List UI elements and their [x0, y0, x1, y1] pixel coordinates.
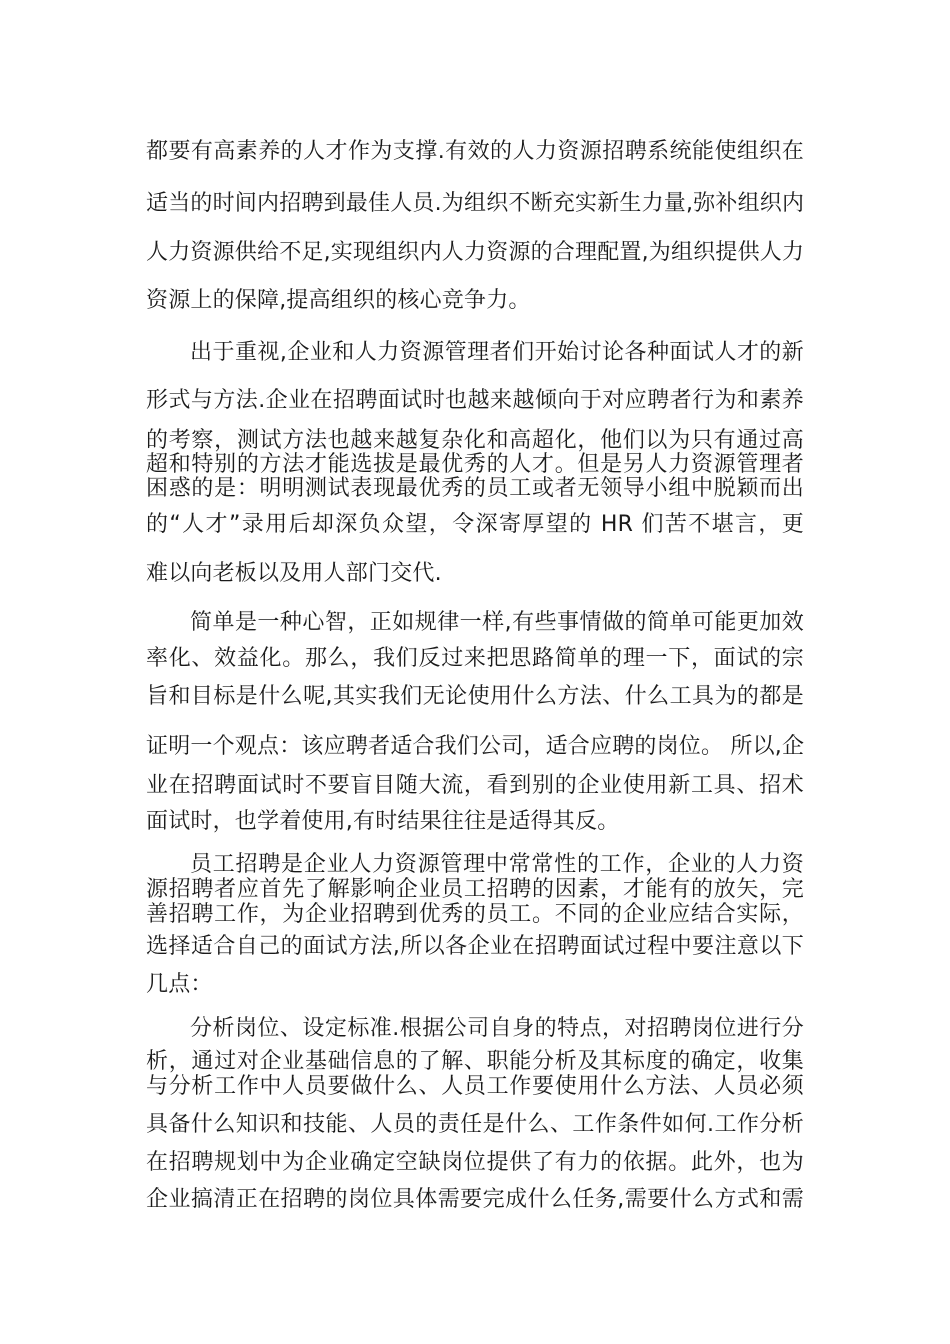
paragraph-first-line: 分析岗位、设定标准.根据公司自身的特点，对招聘岗位进行分 — [190, 1016, 804, 1041]
text-line: 人力资源供给不足,实现组织内人力资源的合理配置,为组织提供人力 — [146, 240, 805, 265]
text-line: 适当的时间内招聘到最佳人员.为组织不断充实新生力量,弥补组织内 — [146, 191, 805, 216]
text-line: 源招聘者应首先了解影响企业员工招聘的因素，才能有的放矢，完 — [146, 877, 804, 902]
text-line: 率化、效益化。那么，我们反过来把思路简单的理一下，面试的宗 — [146, 646, 804, 671]
text-line: 形式与方法.企业在招聘面试时也越来越倾向于对应聘者行为和素养 — [146, 388, 804, 413]
text-line: 具备什么知识和技能、人员的责任是什么、工作条件如何.工作分析 — [146, 1112, 804, 1137]
text-line: 析，通过对企业基础信息的了解、职能分析及其标度的确定，收集 — [146, 1049, 804, 1074]
paragraph-first-line: 出于重视,企业和人力资源管理者们开始讨论各种面试人才的新 — [190, 340, 804, 365]
text-line: 企业搞清正在招聘的岗位具体需要完成什么任务,需要什么方式和需 — [146, 1187, 804, 1212]
paragraph-first-line: 员工招聘是企业人力资源管理中常常性的工作，企业的人力资 — [190, 852, 804, 877]
text-line: 困惑的是：明明测试表现最优秀的员工或者无领导小组中脱颖而出 — [146, 476, 804, 501]
text-line: 善招聘工作，为企业招聘到优秀的员工。不同的企业应结合实际， — [146, 902, 804, 927]
text-line: 资源上的保障,提高组织的核心竞争力。 — [146, 288, 531, 313]
text-line: 难以向老板以及用人部门交代. — [146, 561, 442, 586]
text-line: 业在招聘面试时不要盲目随大流，看到别的企业使用新工具、招术 — [146, 773, 804, 798]
text-line: 都要有高素养的人才作为支撑.有效的人力资源招聘系统能使组织在 — [146, 139, 804, 164]
paragraph-first-line: 简单是一种心智，正如规律一样,有些事情做的简单可能更加效 — [190, 610, 804, 635]
text-line: 超和特别的方法才能选拔是最优秀的人才。但是另人力资源管理者 — [146, 452, 804, 477]
text-line: 的“人才”录用后却深负众望，令深寄厚望的 HR 们苦不堪言，更 — [146, 512, 804, 537]
text-line: 面试时，也学着使用,有时结果往往是适得其反。 — [146, 809, 620, 834]
text-line: 选择适合自己的面试方法,所以各企业在招聘面试过程中要注意以下 — [146, 934, 804, 959]
text-line: 证明一个观点：该应聘者适合我们公司，适合应聘的岗位。 所以,企 — [146, 734, 805, 759]
text-line: 在招聘规划中为企业确定空缺岗位提供了有力的依据。此外，也为 — [146, 1150, 804, 1175]
text-line: 与分析工作中人员要做什么、人员工作要使用什么方法、人员必须 — [146, 1074, 804, 1099]
text-line: 旨和目标是什么呢,其实我们无论使用什么方法、什么工具为的都是 — [146, 684, 804, 709]
text-line: 的考察，测试方法也越来越复杂化和高超化，他们以为只有通过高 — [146, 428, 804, 453]
text-line: 几点： — [146, 972, 213, 997]
